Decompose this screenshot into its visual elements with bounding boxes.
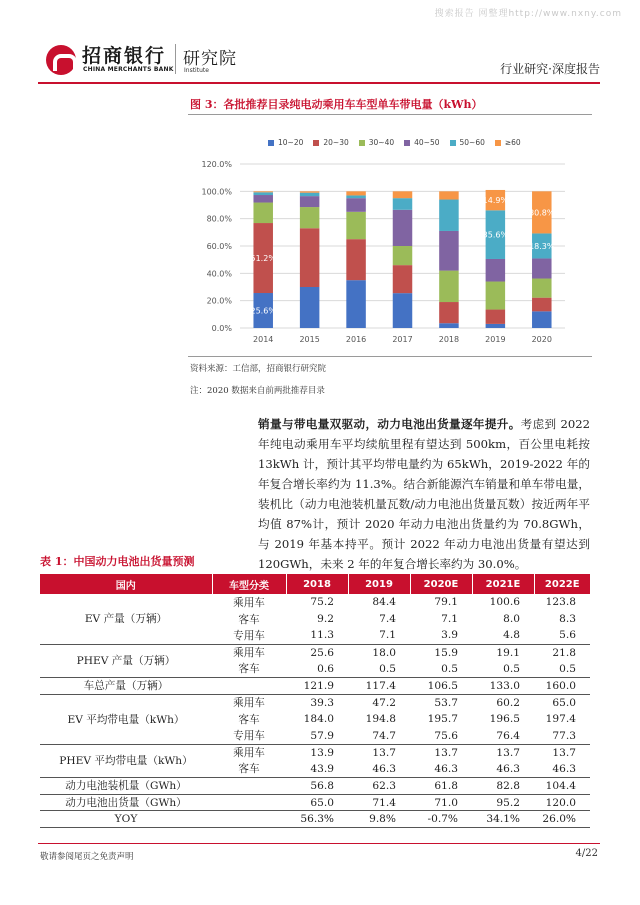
bar-segment (393, 191, 413, 198)
page-header (38, 38, 600, 82)
table-cell: 26.0% (534, 811, 590, 828)
x-tick-label: 2019 (485, 335, 506, 344)
table-vehicle-type: 客车 (238, 663, 260, 676)
table-cell: 3.9 (441, 629, 458, 642)
watermark-text: 搜索报告 网整理http://www.nxny.com (434, 9, 622, 19)
table-row (40, 594, 590, 611)
y-tick-label: 0.0% (211, 324, 232, 333)
bar-segment (439, 271, 459, 302)
table-vehicle-type: 客车 (238, 763, 260, 776)
figure-rule (188, 114, 592, 115)
bar-segment (393, 210, 413, 246)
table-cell: 46.3 (496, 762, 520, 775)
table-cell: 195.7 (427, 713, 458, 726)
table-cell: 0.5 (559, 662, 576, 675)
x-tick-label: 2016 (345, 335, 367, 344)
table-header-cell: 2020E (410, 574, 472, 594)
y-tick-label: 120.0% (201, 160, 232, 169)
table-vehicle-type: 乘用车 (233, 596, 265, 609)
table-header-row (40, 574, 590, 594)
table-cell: 9.2 (317, 613, 334, 626)
table-cell: 56.3% (286, 811, 348, 828)
table-cell: 60.2 (472, 694, 534, 711)
table-cell: 11.3 (310, 629, 334, 642)
table-vehicle-type (212, 794, 286, 811)
page-number: 4/22 (575, 848, 598, 859)
table-cell: 197.4 (545, 713, 576, 726)
table-header-cell: 车型分类 (212, 574, 286, 594)
table-row (40, 677, 590, 694)
legend-item (359, 138, 394, 147)
bar-segment (253, 192, 273, 195)
bar-segment (253, 203, 273, 224)
bar-segment (346, 239, 366, 280)
table-header-cell: 2018 (286, 574, 348, 594)
table-cell: 120.0 (534, 794, 590, 811)
table-cell: 56.8 (286, 778, 348, 795)
table-row (40, 694, 590, 711)
bar-segment (393, 293, 413, 328)
table-cell: 0.6 (317, 662, 334, 675)
legend-label: 10~20 (278, 138, 304, 147)
cmb-logo-icon (46, 45, 76, 75)
y-tick-label: 40.0% (206, 269, 232, 279)
table-vehicle-type: 乘用车 (212, 744, 286, 761)
table-vehicle-type: 客车 (238, 713, 260, 726)
legend-swatch (268, 140, 274, 146)
table-group-label: 动力电池装机量（GWh） (40, 778, 212, 795)
legend-label: 50~60 (459, 138, 485, 147)
logo-english: CHINA MERCHANTS BANK (83, 66, 174, 73)
x-tick-label: 2018 (438, 335, 460, 344)
data-label: 51.2% (250, 254, 276, 264)
table-cell: 75.2 (310, 596, 334, 609)
table-header-cell: 国内 (40, 574, 212, 594)
legend-item (450, 138, 485, 147)
y-tick-label: 100.0% (201, 187, 232, 197)
table-cell: 82.8 (472, 778, 534, 795)
table-vehicle-type (212, 778, 286, 795)
table-group-label: PHEV 平均带电量（kWh） (40, 744, 212, 777)
table-cell: 46.3 (552, 762, 576, 775)
bar-segment (300, 287, 320, 328)
table-row (40, 811, 590, 828)
bar-segment (439, 231, 459, 271)
bar-segment (486, 259, 506, 282)
table-cell: 0.5 (503, 662, 520, 675)
bar-segment (532, 279, 552, 298)
y-tick-label: 20.0% (206, 296, 232, 306)
table-row (40, 794, 590, 811)
table-cell: 0.5 (379, 662, 396, 675)
table-cell: 194.8 (365, 713, 396, 726)
report-type: 行业研究·深度报告 (500, 62, 600, 76)
table-cell: 13.9 (286, 744, 348, 761)
table-group-label: PHEV 产量（万辆） (40, 644, 212, 677)
table-header-cell: 2019 (348, 574, 410, 594)
table-cell: 15.9 (410, 644, 472, 661)
source-rule (188, 356, 592, 357)
table-cell: 9.8% (348, 811, 410, 828)
body-paragraph (258, 414, 590, 574)
table-cell: 47.2 (348, 694, 410, 711)
table-cell: 8.0 (503, 613, 520, 626)
table-group-label: EV 平均带电量（kWh） (40, 694, 212, 744)
bar-segment (346, 212, 366, 239)
table-cell: 25.6 (286, 644, 348, 661)
table-cell: 46.3 (434, 762, 458, 775)
table-cell: 18.0 (348, 644, 410, 661)
table-cell: 39.3 (286, 694, 348, 711)
footer-rule (38, 843, 600, 844)
figure-title: 图 3：各批推荐目录纯电动乘用车车型单车带电量（kWh） (190, 98, 483, 111)
legend-swatch (450, 140, 456, 146)
table-body (40, 594, 590, 828)
footer-disclaimer: 敬请参阅尾页之免责声明 (40, 852, 134, 862)
chart-canvas (190, 128, 590, 350)
bar-segment (346, 280, 366, 328)
table-cell: 71.4 (348, 794, 410, 811)
bar-segment (393, 265, 413, 293)
bar-segment (393, 246, 413, 265)
table-cell: 13.7 (410, 744, 472, 761)
table-cell: 160.0 (534, 677, 590, 694)
table-row (40, 744, 590, 761)
data-label: 30.8% (529, 208, 555, 218)
x-tick-label: 2015 (299, 335, 320, 344)
table-cell: 53.7 (410, 694, 472, 711)
paragraph-lead: 销量与带电量双驱动，动力电池出货量逐年提升。 (258, 417, 521, 431)
table-vehicle-type: 乘用车 (212, 644, 286, 661)
institute-name: 研究院 (183, 49, 237, 69)
figure-note: 注：2020 数据来自前两批推荐目录 (190, 386, 325, 396)
table-cell: 196.5 (489, 713, 520, 726)
data-label: 35.6% (482, 230, 509, 240)
table-cell: 65.0 (534, 694, 590, 711)
table-cell: 117.4 (348, 677, 410, 694)
table-cell: 13.7 (534, 744, 590, 761)
table-cell: 5.6 (559, 629, 576, 642)
bar-segment (300, 191, 320, 192)
legend-swatch (495, 140, 501, 146)
table-cell: 74.7 (372, 729, 396, 742)
table-vehicle-type: 乘用车 (212, 694, 286, 711)
bar-segment (439, 200, 459, 231)
bar-segment (300, 207, 320, 228)
bar-segment (532, 298, 552, 312)
table-cell: 8.3 (559, 613, 576, 626)
table-vehicle-type (212, 811, 286, 828)
table-cell: 46.3 (372, 762, 396, 775)
logo-divider (175, 44, 176, 74)
y-tick-label: 80.0% (206, 214, 232, 224)
table-cell: -0.7% (410, 811, 472, 828)
x-tick-label: 2014 (253, 335, 274, 344)
table-cell: 21.8 (534, 644, 590, 661)
legend-item (495, 138, 521, 147)
bar-segment (439, 323, 459, 328)
table-row (40, 778, 590, 795)
data-label: 14.9% (482, 196, 509, 206)
bar-segment (346, 198, 366, 212)
bar-segment (439, 302, 459, 323)
table-cell: 77.3 (552, 729, 576, 742)
bar-segment (300, 193, 320, 196)
legend-swatch (313, 140, 319, 146)
table-cell: 34.1% (472, 811, 534, 828)
bar-segment (439, 191, 459, 199)
bar-segment (346, 191, 366, 195)
table-row (40, 644, 590, 661)
bar-segment (393, 198, 413, 210)
table-cell: 4.8 (503, 629, 520, 642)
table-cell: 71.0 (410, 794, 472, 811)
figure-source: 资料来源：工信部，招商银行研究院 (190, 364, 327, 374)
table-group-label: 动力电池出货量（GWh） (40, 794, 212, 811)
forecast-table (40, 574, 590, 828)
legend-item (404, 138, 439, 147)
table-cell: 57.9 (310, 729, 334, 742)
table-cell: 75.6 (434, 729, 458, 742)
bar-segment (300, 228, 320, 287)
table-header-cell: 2021E (472, 574, 534, 594)
logo-name: 招商银行 (82, 45, 167, 67)
table-cell: 19.1 (472, 644, 534, 661)
table-cell: 7.1 (379, 629, 396, 642)
legend-label: ≥60 (504, 138, 521, 147)
table-vehicle-type: 专用车 (233, 730, 265, 743)
table-header-cell: 2022E (534, 574, 590, 594)
table-cell: 76.4 (496, 729, 520, 742)
table-cell: 13.7 (472, 744, 534, 761)
y-tick-label: 60.0% (206, 242, 232, 251)
table-group-label: 车总产量（万辆） (40, 677, 212, 694)
bar-segment (486, 324, 506, 328)
table-cell: 7.1 (441, 613, 458, 626)
bar-segment (486, 310, 506, 324)
bar-segment (346, 195, 366, 198)
table-cell: 61.8 (410, 778, 472, 795)
table-vehicle-type (212, 677, 286, 694)
table-cell: 100.6 (489, 596, 520, 609)
legend-item (313, 138, 348, 147)
bar-segment (532, 311, 552, 328)
table-cell: 62.3 (348, 778, 410, 795)
table-cell: 104.4 (534, 778, 590, 795)
table-cell: 65.0 (286, 794, 348, 811)
table-cell: 79.1 (434, 596, 458, 609)
legend-label: 40~50 (414, 138, 440, 147)
chart-legend (268, 138, 531, 147)
bar-segment (532, 258, 552, 278)
table-cell: 43.9 (310, 762, 334, 775)
bar-segment (253, 195, 273, 203)
table-group-label: EV 产量（万辆） (84, 613, 168, 626)
table-cell: 0.5 (441, 662, 458, 675)
legend-label: 30~40 (368, 138, 395, 147)
table-cell: 184.0 (303, 713, 334, 726)
bar-segment (486, 282, 506, 310)
table-vehicle-type: 专用车 (233, 629, 265, 642)
table-group-label: YOY (40, 811, 212, 828)
legend-swatch (404, 140, 410, 146)
institute-english: Institute (184, 67, 209, 74)
legend-item (268, 138, 303, 147)
table-title: 表 1：中国动力电池出货量预测 (40, 555, 195, 568)
legend-label: 20~30 (323, 138, 349, 147)
x-tick-label: 2017 (392, 335, 413, 344)
table-cell: 84.4 (372, 596, 396, 609)
legend-swatch (359, 140, 365, 146)
bar-segment (253, 191, 273, 192)
header-rule (38, 82, 600, 84)
table-cell: 7.4 (379, 613, 396, 626)
bar-segment (300, 196, 320, 207)
paragraph-body: 考虑到 2022 年纯电动乘用车平均续航里程有望达到 500km，百公里电耗按 13kWh 计，预计其平均带电量约为 65kWh，2019-2022 年的年复合增长率约为 11.3%。结合新能源汽车销量和单车带电量，装机比（动力电池装机量瓦数/动力电池出货量瓦数）按近两年平均值 87%计，预计 2020 年动力电池出货量约为 70.8GWh，与 2019 年基本持平。预计 2022 年动力电池出货量有望达到 120GWh，未来 2 年的年复合增长率约为 30.0%。 (258, 417, 590, 571)
stacked-bar-chart (190, 128, 590, 350)
x-tick-label: 2020 (531, 335, 552, 344)
data-label: 18.3% (529, 241, 555, 251)
data-label: 25.6% (250, 306, 276, 316)
table-cell: 133.0 (472, 677, 534, 694)
table-cell: 121.9 (286, 677, 348, 694)
table-vehicle-type: 客车 (238, 613, 260, 626)
table-cell: 95.2 (472, 794, 534, 811)
table-cell: 106.5 (410, 677, 472, 694)
table-cell: 13.7 (348, 744, 410, 761)
table-cell: 123.8 (545, 596, 576, 609)
